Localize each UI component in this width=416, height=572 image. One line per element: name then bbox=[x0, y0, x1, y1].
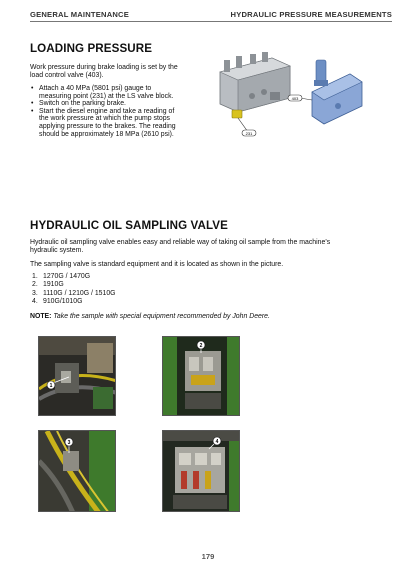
svg-text:2: 2 bbox=[199, 343, 203, 349]
header-chapter-title: HYDRAULIC PRESSURE MEASUREMENTS bbox=[230, 10, 392, 19]
sampling-intro-line-1: Hydraulic oil sampling valve enables easy and reliable way of taking oil sample from the machine’s bbox=[30, 239, 331, 246]
list-item: • Switch on the parking brake. bbox=[30, 100, 210, 108]
sampling-photo-1 bbox=[38, 336, 116, 416]
list-item: 4. 910G/1010G bbox=[32, 298, 83, 306]
load-control-valve-drawing bbox=[288, 60, 362, 124]
list-item: 3. 1110G / 1210G / 1510G bbox=[32, 289, 116, 297]
sampling-valve-heading: HYDRAULIC OIL SAMPLING VALVE bbox=[30, 219, 228, 232]
sampling-intro-line-2: hydraulic system. bbox=[30, 247, 84, 254]
header-section-title: GENERAL MAINTENANCE bbox=[30, 10, 130, 19]
loading-intro-line-2: load control valve (403). bbox=[30, 72, 104, 79]
header-divider bbox=[30, 21, 392, 22]
loading-pressure-heading: LOADING PRESSURE bbox=[30, 42, 153, 55]
sampling-photo-2 bbox=[162, 336, 240, 416]
list-item: 2. 1910G bbox=[32, 281, 64, 289]
svg-text:231: 231 bbox=[245, 131, 253, 136]
valve-block-drawing bbox=[220, 52, 290, 136]
svg-text:3: 3 bbox=[67, 440, 71, 446]
note-paragraph bbox=[30, 313, 270, 320]
sampling-standard-text: The sampling valve is standard equipment and it is located as shown in the picture. bbox=[30, 261, 284, 268]
svg-text:1: 1 bbox=[49, 383, 53, 389]
note-label: NOTE: bbox=[30, 313, 52, 320]
note-text: Take the sample with special equipment recommended by John Deere. bbox=[53, 313, 270, 320]
page-header bbox=[0, 0, 416, 26]
loading-intro-line-1: Work pressure during brake loading is set by the bbox=[30, 64, 178, 71]
machine-model-list bbox=[30, 273, 116, 307]
sampling-photo-4 bbox=[162, 430, 240, 512]
svg-text:4: 4 bbox=[215, 439, 219, 445]
list-item: • Attach a 40 MPa (5801 psi) gauge to measuring point (231) at the LS valve block. bbox=[30, 85, 210, 100]
loading-steps-list bbox=[30, 85, 210, 138]
svg-text:403: 403 bbox=[291, 96, 299, 101]
page-number: 179 bbox=[201, 552, 215, 561]
list-item: 1. 1270G / 1470G bbox=[32, 273, 91, 280]
sampling-photo-3 bbox=[38, 430, 116, 512]
ls-valve-block-illustration bbox=[212, 52, 372, 140]
list-item: • Start the diesel engine and take a reading of the work pressure at which the pump stops applying pressure to the brakes. The reading should be approximately 18 MPa (2610 psi). bbox=[30, 108, 210, 138]
